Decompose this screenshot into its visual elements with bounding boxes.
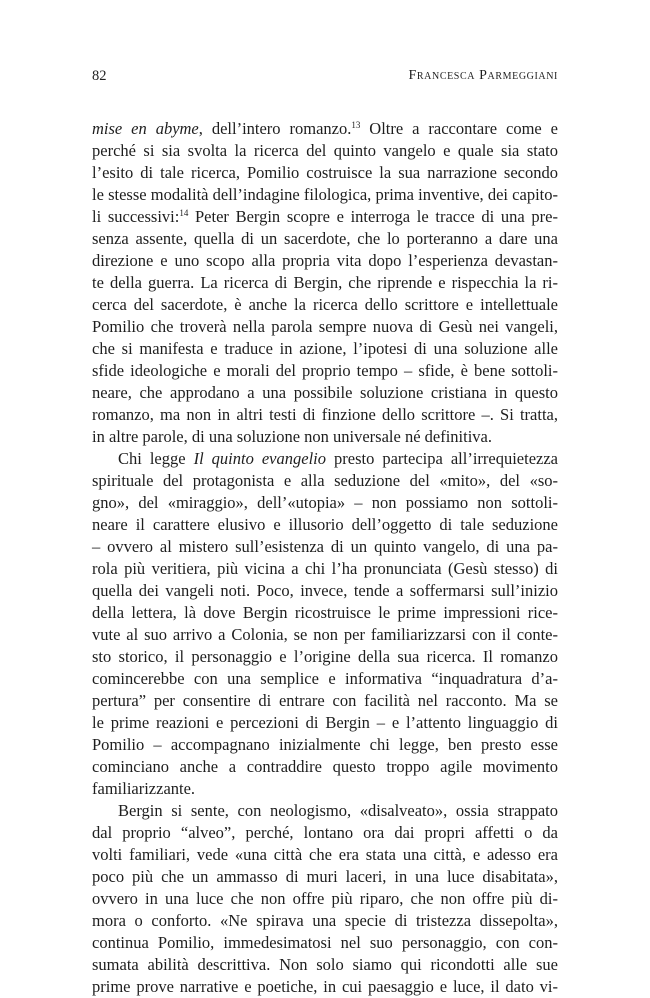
text-run: sto storico, il personaggio e l’origine della sua ricerca. Il romanzo bbox=[92, 647, 558, 666]
text-run: le prime reazioni e percezioni di Bergin – e l’attento linguaggio di bbox=[92, 713, 558, 732]
text-run: volti familiari, vede «una città che era stata una città, e adesso era bbox=[92, 845, 558, 864]
text-run: Peter Bergin scopre e interroga le tracce di una pre- bbox=[188, 207, 558, 226]
text-line bbox=[92, 162, 558, 184]
text-run: l’esito di tale ricerca, Pomilio costruisce la sua narrazione secondo bbox=[92, 163, 558, 182]
text-run: perché si sia svolta la ricerca del quinto vangelo e quale sia stato bbox=[92, 141, 558, 160]
text-run: le stesse modalità dell’indagine filologica, prima inventive, dei capito- bbox=[92, 185, 558, 204]
text-line bbox=[92, 690, 558, 712]
text-run: neare, che approdano a una possibile soluzione cristiana in questo bbox=[92, 383, 558, 402]
text-run: cominciano anche a contraddire questo troppo agile movimento bbox=[92, 757, 558, 776]
page-number: 82 bbox=[92, 68, 107, 84]
text-run: continua Pomilio, immedesimatosi nel suo personaggio, con con- bbox=[92, 933, 558, 952]
text-run: Oltre a raccontare come e bbox=[360, 119, 558, 138]
text-line bbox=[92, 206, 558, 228]
text-line bbox=[92, 822, 558, 844]
text-line bbox=[92, 492, 558, 514]
text-line bbox=[92, 844, 558, 866]
text-line bbox=[92, 382, 558, 404]
text-line bbox=[92, 778, 558, 800]
text-run: familiarizzante. bbox=[92, 779, 196, 798]
text-line bbox=[92, 756, 558, 778]
text-line bbox=[92, 624, 558, 646]
text-run: sfide ideologiche e morali del proprio tempo – sfide, è bene sottoli- bbox=[92, 361, 558, 380]
text-line bbox=[92, 602, 558, 624]
text-run: della lettera, là dove Bergin ricostruisce le prime impressioni rice- bbox=[92, 603, 558, 622]
text-line bbox=[92, 426, 558, 448]
text-line bbox=[92, 712, 558, 734]
text-run: pertura” per consentire di entrare con facilità nel racconto. Ma se bbox=[92, 691, 558, 710]
text-run: romanzo, ma non in altri testi di finzione dello scrittore –. Si tratta, bbox=[92, 405, 558, 424]
footnote-ref: 13 bbox=[351, 120, 361, 130]
text-run: direzione e uno scopo alla propria vita dopo l’esperienza devastan- bbox=[92, 251, 558, 270]
text-run: che si manifesta e traduce in azione, l’ipotesi di una soluzione alle bbox=[92, 339, 558, 358]
italic-text: mise en abyme bbox=[92, 119, 199, 138]
text-run: te della guerra. La ricerca di Bergin, che riprende e rispecchia la ri- bbox=[92, 273, 558, 292]
text-line bbox=[92, 118, 558, 140]
text-run: presto partecipa all’irrequietezza bbox=[326, 449, 558, 468]
text-run: Pomilio che troverà nella parola sempre nuova di Gesù nei vangeli, bbox=[92, 317, 558, 336]
text-run: rola più veritiera, più vicina a chi l’ha pronunciata (Gesù stesso) di bbox=[92, 559, 558, 578]
text-line bbox=[92, 272, 558, 294]
italic-text: Il quinto evangelio bbox=[193, 449, 327, 468]
text-run: – ovvero al mistero sull’esistenza di un quinto vangelo, di una pa- bbox=[92, 537, 558, 556]
text-line bbox=[92, 294, 558, 316]
running-head bbox=[92, 66, 558, 86]
text-run: sumata abilità descrittiva. Non solo siamo qui ricondotti alle sue bbox=[92, 955, 558, 974]
text-run: ovvero in una luce che non offre più riparo, che non offre più di- bbox=[92, 889, 558, 908]
text-line bbox=[92, 932, 558, 954]
text-run: senza assente, quella di un sacerdote, che lo porteranno a dare una bbox=[92, 229, 558, 248]
text-run: li successivi: bbox=[92, 207, 180, 226]
text-run: vute al suo arrivo a Colonia, se non per familiarizzarsi con il conte- bbox=[92, 625, 558, 644]
text-line bbox=[92, 954, 558, 976]
text-line bbox=[92, 338, 558, 360]
text-run: comincerebbe con una semplice e informativa “inquadratura d’a- bbox=[92, 669, 558, 688]
text-run: Chi legge bbox=[118, 449, 194, 468]
text-run: spirituale del protagonista e alla seduzione del «mito», del «so- bbox=[92, 471, 558, 490]
text-line bbox=[92, 228, 558, 250]
text-line bbox=[92, 646, 558, 668]
text-run: neare il carattere elusivo e illusorio dell’oggetto di tale seduzione bbox=[92, 515, 558, 534]
text-line bbox=[92, 910, 558, 932]
text-run: gno», del «miraggio», dell’«utopia» – non possiamo non sottoli- bbox=[92, 493, 558, 512]
text-run: in altre parole, di una soluzione non universale né definitiva. bbox=[92, 427, 492, 446]
text-line bbox=[92, 668, 558, 690]
text-line bbox=[92, 514, 558, 536]
text-line bbox=[92, 250, 558, 272]
text-line bbox=[92, 470, 558, 492]
text-run: cerca del sacerdote, è anche la ricerca dello scrittore e intellettuale bbox=[92, 295, 558, 314]
text-line bbox=[92, 360, 558, 382]
footnote-ref: 14 bbox=[179, 208, 189, 218]
text-run: , dell’intero romanzo. bbox=[198, 119, 352, 138]
text-run: dal proprio “alveo”, perché, lontano ora dai propri affetti o da bbox=[92, 823, 558, 842]
paragraph-first-line bbox=[92, 448, 558, 470]
text-line bbox=[92, 866, 558, 888]
text-line bbox=[92, 888, 558, 910]
text-run: poco più che un ammasso di muri laceri, in una luce disabitata», bbox=[92, 867, 558, 886]
text-line bbox=[92, 404, 558, 426]
text-run: quella dei vangeli noti. Poco, invece, tende a soffermarsi sull’inizio bbox=[92, 581, 558, 600]
body-text bbox=[92, 118, 558, 998]
text-line bbox=[92, 536, 558, 558]
text-run: prime prove narrative e poetiche, in cui paesaggio e luce, il dato vi- bbox=[92, 977, 558, 996]
text-run: mora o conforto. «Ne spirava una specie di tristezza dissepolta», bbox=[92, 911, 558, 930]
text-line bbox=[92, 976, 558, 998]
text-line bbox=[92, 558, 558, 580]
text-line bbox=[92, 316, 558, 338]
text-line bbox=[92, 734, 558, 756]
text-run: Pomilio – accompagnano inizialmente chi legge, ben presto esse bbox=[92, 735, 558, 754]
text-run: Bergin si sente, con neologismo, «disalveato», ossia strappato bbox=[118, 801, 558, 820]
paragraph-first-line bbox=[92, 800, 558, 822]
running-head-author: Francesca Parmeggiani bbox=[408, 68, 558, 83]
text-line bbox=[92, 580, 558, 602]
text-line bbox=[92, 140, 558, 162]
text-line bbox=[92, 184, 558, 206]
